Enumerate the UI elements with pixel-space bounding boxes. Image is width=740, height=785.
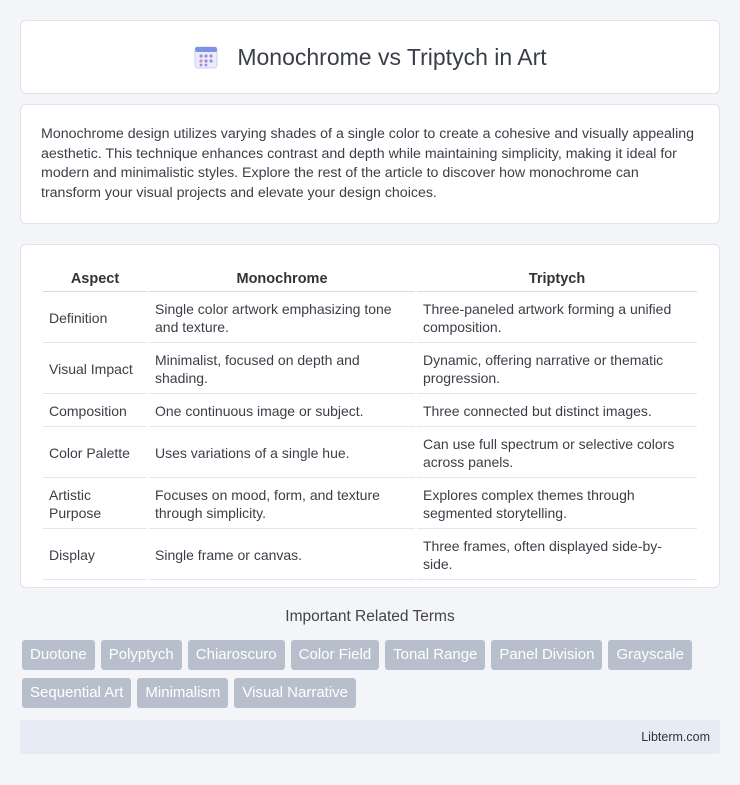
cell-monochrome: One continuous image or subject. — [149, 396, 415, 427]
calendar-grid-icon — [193, 44, 219, 70]
table-row — [43, 531, 697, 580]
footer-site-link[interactable]: Libterm.com — [641, 730, 710, 744]
tag-minimalism[interactable]: Minimalism — [137, 678, 228, 708]
header-card — [20, 20, 720, 94]
cell-monochrome: Focuses on mood, form, and texture through simplicity. — [149, 480, 415, 529]
tag-visual-narrative[interactable]: Visual Narrative — [234, 678, 356, 708]
cell-aspect: Artistic Purpose — [43, 480, 147, 529]
tag-duotone[interactable]: Duotone — [22, 640, 95, 670]
footer — [20, 720, 720, 754]
cell-triptych: Three frames, often displayed side-by-side. — [417, 531, 697, 580]
header-aspect: Aspect — [43, 267, 147, 292]
tag-grayscale[interactable]: Grayscale — [608, 640, 692, 670]
cell-monochrome: Uses variations of a single hue. — [149, 429, 415, 478]
tag-tonal-range[interactable]: Tonal Range — [385, 640, 485, 670]
table-row — [43, 345, 697, 394]
related-terms-tags — [22, 640, 722, 708]
table-row — [43, 396, 697, 427]
cell-aspect: Definition — [43, 294, 147, 343]
cell-aspect: Color Palette — [43, 429, 147, 478]
table-row — [43, 429, 697, 478]
tag-polyptych[interactable]: Polyptych — [101, 640, 182, 670]
comparison-table — [41, 265, 699, 582]
cell-aspect: Visual Impact — [43, 345, 147, 394]
header-monochrome: Monochrome — [149, 267, 415, 292]
intro-card — [20, 104, 720, 224]
cell-monochrome: Single color artwork emphasizing tone and texture. — [149, 294, 415, 343]
related-terms-title: Important Related Terms — [285, 608, 455, 625]
cell-triptych: Explores complex themes through segmented storytelling. — [417, 480, 697, 529]
title-wrap — [193, 44, 546, 71]
table-row — [43, 480, 697, 529]
intro-text: Monochrome design utilizes varying shades of a single color to create a cohesive and visually appealing aesthetic. This technique enhances contrast and depth while maintaining simplicity, making it ideal for modern and minimalistic styles. Explore the rest of the article to discover how monochrome can transform your visual projects and elevate your design choices. — [41, 126, 694, 201]
comparison-table-card — [20, 244, 720, 588]
tag-chiaroscuro[interactable]: Chiaroscuro — [188, 640, 285, 670]
cell-triptych: Three-paneled artwork forming a unified composition. — [417, 294, 697, 343]
tag-panel-division[interactable]: Panel Division — [491, 640, 602, 670]
cell-triptych: Can use full spectrum or selective colors across panels. — [417, 429, 697, 478]
page-title: Monochrome vs Triptych in Art — [237, 43, 547, 70]
cell-aspect: Composition — [43, 396, 147, 427]
cell-aspect: Display — [43, 531, 147, 580]
cell-monochrome: Single frame or canvas. — [149, 531, 415, 580]
table-row — [43, 294, 697, 343]
table-header-row — [43, 267, 697, 292]
header-triptych: Triptych — [417, 267, 697, 292]
cell-triptych: Three connected but distinct images. — [417, 396, 697, 427]
cell-monochrome: Minimalist, focused on depth and shading. — [149, 345, 415, 394]
tag-sequential-art[interactable]: Sequential Art — [22, 678, 131, 708]
cell-triptych: Dynamic, offering narrative or thematic progression. — [417, 345, 697, 394]
tag-color-field[interactable]: Color Field — [291, 640, 380, 670]
